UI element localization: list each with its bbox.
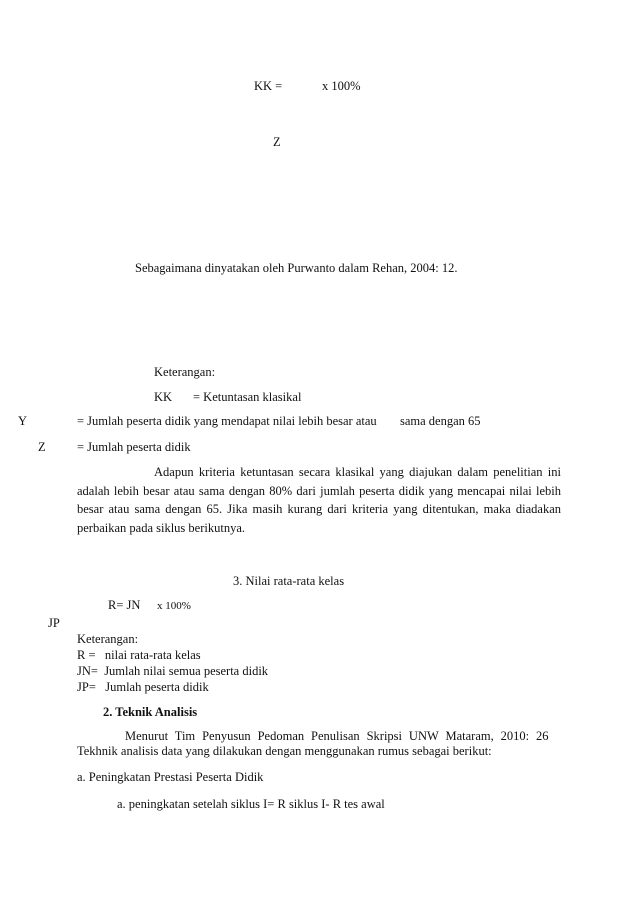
formula-kk-factor: x 100%	[322, 79, 361, 93]
citation-purwanto: Sebagaimana dinyatakan oleh Purwanto dalam Rehan, 2004: 12.	[135, 261, 458, 275]
formula-r-lhs: R= JN	[108, 598, 141, 612]
subsection-a-heading: a. Peningkatan Prestasi Peserta Didik	[77, 770, 264, 784]
y-symbol: Y	[18, 414, 28, 428]
section-2-paragraph-line-1: Menurut Tim Penyusun Pedoman Penulisan Skripsi UNW Mataram, 2010: 26	[125, 729, 549, 743]
formula-r-denominator: JP	[48, 616, 60, 630]
y-description: = Jumlah peserta didik yang mendapat nilai lebih besar atau	[77, 414, 377, 428]
subsection-a-item: a. peningkatan setelah siklus I= R siklus I- R tes awal	[117, 797, 385, 811]
keterangan-2-line: R = nilai rata-rata kelas	[77, 648, 201, 662]
section-3-heading: 3. Nilai rata-rata kelas	[233, 574, 345, 588]
keterangan-heading: Keterangan:	[154, 365, 216, 379]
formula-r-factor: x 100%	[157, 600, 191, 612]
z-description: = Jumlah peserta didik	[77, 440, 191, 454]
kk-symbol: KK	[154, 390, 173, 404]
formula-kk-denominator: Z	[273, 135, 281, 149]
z-symbol: Z	[38, 440, 46, 454]
y-description-continued: sama dengan 65	[400, 414, 481, 428]
keterangan-2-line: JP= Jumlah peserta didik	[77, 680, 209, 694]
formula-kk-lhs: KK =	[254, 79, 283, 93]
paragraph-kriteria: Adapun kriteria ketuntasan secara klasikal yang diajukan dalam penelitian ini adalah lebih besar atau sama dengan 80% dari jumlah peserta didik yang mencapai nilai lebih besar atau sama dengan 65. Jika masih kurang dari kriteria yang ditentukan, maka diadakan perbaikan pada siklus berikutnya.	[77, 465, 561, 535]
keterangan-2-heading: Keterangan:	[77, 632, 139, 646]
keterangan-2-line: JN= Jumlah nilai semua peserta didik	[77, 664, 269, 678]
section-2-heading: 2. Teknik Analisis	[103, 705, 198, 719]
section-2-paragraph-line-2: Tekhnik analisis data yang dilakukan dengan menggunakan rumus sebagai berikut:	[77, 744, 492, 758]
kk-description: = Ketuntasan klasikal	[193, 390, 302, 404]
